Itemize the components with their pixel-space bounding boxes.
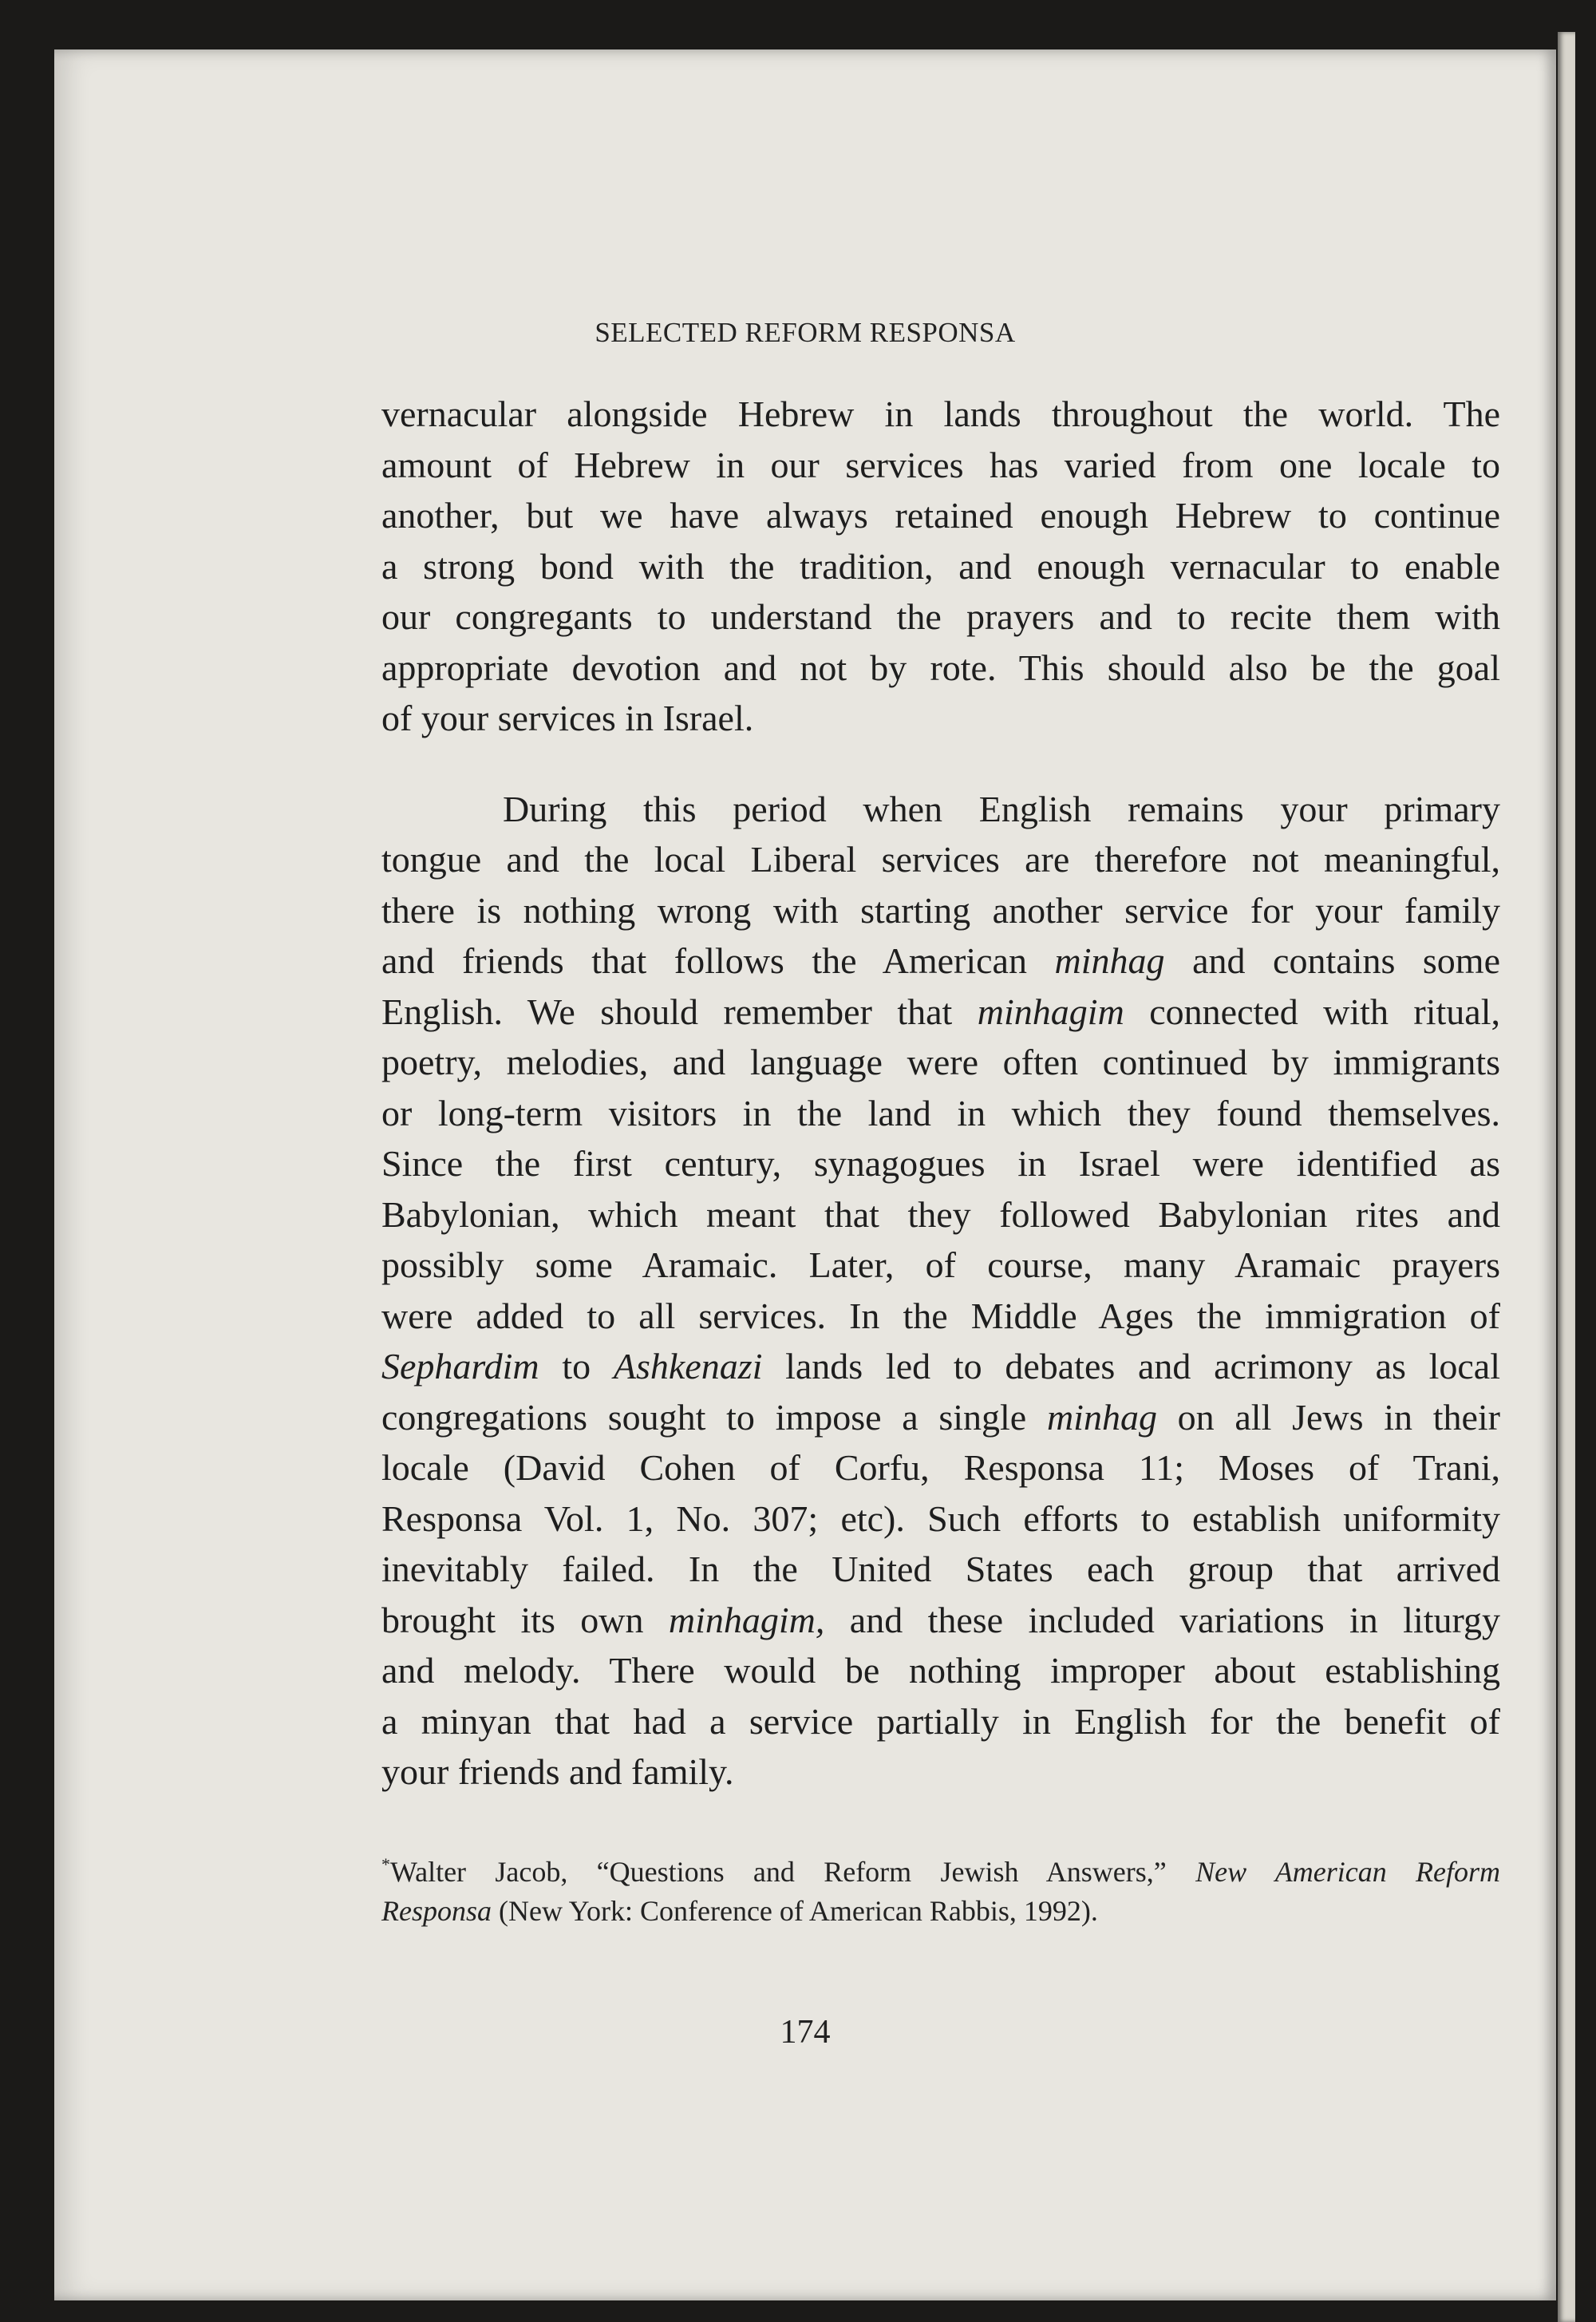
text-run: and friends that follows the American [381,940,1055,981]
text-line [381,1189,1500,1240]
text-line [381,1240,1500,1291]
text-run: lands led to debates and acrimony as local [762,1346,1501,1386]
footnote-marker: * [381,1854,390,1874]
text-line [381,1645,1500,1696]
text-line [381,1037,1500,1088]
text-line [381,1841,1500,1888]
italic-term: Ashkenazi [613,1346,763,1386]
text-line [381,1138,1500,1189]
text-run: appropriate devotion and not by rote. This should also be the goal [381,647,1500,688]
page-number: 174 [780,2014,831,2051]
text-run: or long-term visitors in the land in which they found themselves. [381,1092,1500,1133]
text-run: another, but we have always retained enough Hebrew to continue [381,495,1500,536]
text-run: to [539,1346,614,1386]
text-run: of your services in Israel. [381,698,754,738]
text-line [381,490,1500,541]
text-run: there is nothing wrong with starting another service for your family [381,889,1500,931]
text-run: your friends and family. [381,1751,734,1792]
italic-term: Sephardim [381,1346,539,1386]
paragraph [381,389,1500,744]
text-run: possibly some Aramaic. Later, of course, many Aramaic prayers [381,1244,1500,1285]
italic-term: minhag [1046,1396,1157,1438]
text-run: vernacular alongside Hebrew in lands throughout the world. The [381,394,1500,434]
text-line [381,784,1500,835]
italic-term: minhag [1054,940,1165,981]
text-line [381,936,1500,987]
running-header: SELECTED REFORM RESPONSA [595,317,1016,348]
text-line [381,541,1500,592]
text-run: During this period when English remains your primary [503,788,1500,829]
text-run: on all Jews in their [1156,1396,1501,1438]
text-run: amount of Hebrew in our services has varied from one locale to [381,444,1500,485]
text-run: a strong bond with the tradition, and enough vernacular to enable [381,545,1500,587]
text-line [381,1493,1500,1545]
text-line [381,389,1500,440]
text-line [381,1341,1500,1392]
text-run: Babylonian, which meant that they followed Babylonian rites and [381,1193,1500,1235]
text-line [381,1088,1500,1139]
italic-term: minhagim [977,991,1124,1032]
italic-term: New American Reform [1195,1856,1500,1888]
text-line [381,643,1500,694]
text-run: Since the first century, synagogues in Israel were identified as [381,1143,1500,1184]
footnote [381,1841,1500,1934]
text-line [381,1595,1500,1646]
text-run: were added to all services. In the Middle Ages the immigration of [381,1295,1500,1336]
text-line [381,591,1500,643]
text-run: (New York: Conference of American Rabbis, 1992). [492,1895,1098,1927]
text-run: Responsa Vol. 1, No. 307; etc). Such efforts to establish uniformity [381,1497,1500,1539]
text-run: Walter Jacob, “Questions and Reform Jewish Answers,” [390,1856,1196,1888]
text-run: inevitably failed. In the United States each group that arrived [381,1549,1500,1589]
text-run: congregations sought to impose a single [381,1396,1047,1438]
text-line [381,885,1500,936]
text-run: English. We should remember that [381,991,978,1032]
text-line [381,693,1500,744]
text-line [381,1696,1500,1747]
text-run: brought its own [381,1599,669,1640]
text-line [381,1746,1500,1798]
text-line [381,1442,1500,1493]
text-line [381,987,1500,1038]
text-line [381,1392,1500,1443]
text-run: our congregants to understand the prayers and to recite them with [381,596,1500,637]
body-text [381,389,1500,1798]
text-run: and these included variations in liturgy [824,1599,1500,1640]
text-line [381,834,1500,885]
book-page [54,49,1556,2300]
text-run: poetry, melodies, and language were often continued by immigrants [381,1042,1500,1082]
next-page-edge [1558,32,1575,2322]
paragraph [381,784,1500,1798]
text-run: connected with ritual, [1124,991,1500,1032]
text-line [381,1544,1500,1595]
text-line [381,1291,1500,1342]
text-line [381,440,1500,491]
italic-term: Responsa [381,1895,492,1927]
text-line [381,1888,1500,1934]
italic-term: minhagim, [668,1599,825,1640]
text-run: and contains some [1164,940,1501,981]
text-run: a minyan that had a service partially in English for the benefit of [381,1700,1500,1742]
text-run: locale (David Cohen of Corfu, Responsa 11; Moses of Trani, [381,1447,1500,1488]
text-run: tongue and the local Liberal services are therefore not meaningful, [381,839,1500,880]
text-run: and melody. There would be nothing improper about establishing [381,1650,1500,1691]
